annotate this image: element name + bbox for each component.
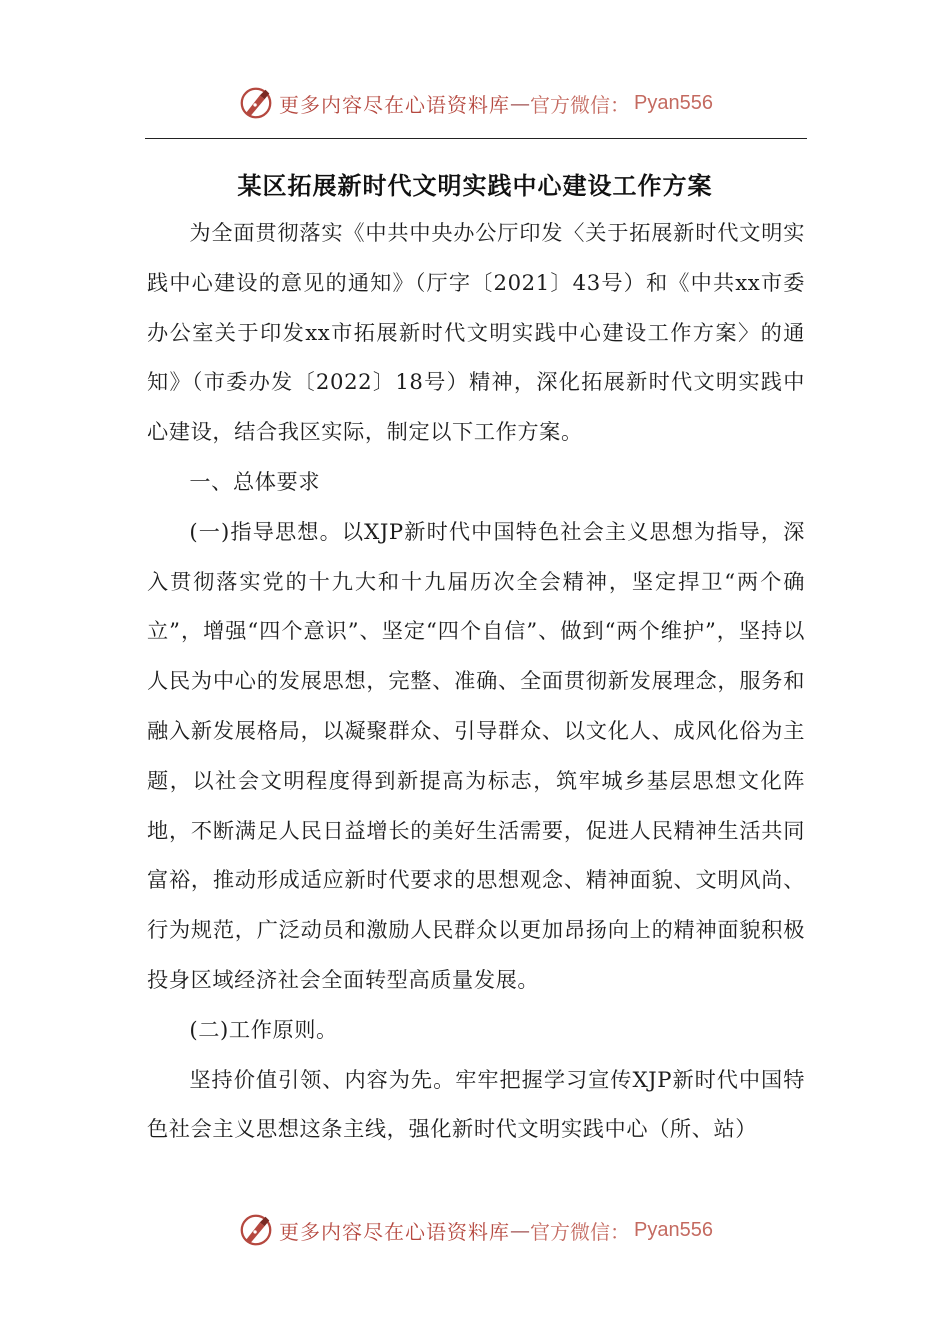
paragraph-intro: 为全面贯彻落实《中共中央办公厅印发〈关于拓展新时代文明实践中心建设的意见的通知》（厅字〔2021〕43号）和《中共xx市委办公室关于印发xx市拓展新时代文明实践中心建设工作方案〉的通知》（市委办发〔2022〕18号）精神，深化拓展新时代文明实践中心建设，结合我区实际，制定以下工作方案。 — [147, 220, 805, 445]
header-banner — [0, 83, 950, 123]
section-heading-general-requirements: 一、总体要求 — [189, 468, 321, 494]
subsection-heading-work-principles: (二)工作原则。 — [189, 1016, 338, 1042]
header-divider — [145, 138, 807, 139]
footer-banner — [0, 1210, 950, 1250]
banner-text: 更多内容尽在心语资料库 — [279, 92, 511, 117]
banner-text: 更多内容尽在心语资料库 — [279, 1219, 511, 1244]
paragraph-guiding-ideology: (一)指导思想。以XJP新时代中国特色社会主义思想为指导，深入贯彻落实党的十九大和十九届历次全会精神，坚定捍卫“两个确立”，增强“四个意识”、坚定“四个自信”、做到“两个维护”，坚持以人民为中心的发展思想，完整、准确、全面贯彻新发展理念，服务和融入新发展格局，以凝聚群众、引导群众、以文化人、成风化俗为主题，以社会文明程度得到新提高为标志，筑牢城乡基层思想文化阵地，不断满足人民日益增长的美好生活需要，促进人民精神生活共同富裕，推动形成适应新时代要求的思想观念、精神面貌、文明风尚、行为规范，广泛动员和激励人民群众以更加昂扬向上的精神面貌积极投身区域经济社会全面转型高质量发展。 — [147, 518, 805, 992]
document-title: 某区拓展新时代文明实践中心建设工作方案 — [237, 171, 713, 200]
banner-separator: — — [510, 1218, 531, 1242]
paragraph-value-guidance: 坚持价值引领、内容为先。牢牢把握学习宣传XJP新时代中国特色社会主义思想这条主线，强化新时代文明实践中心（所、站） — [147, 1066, 805, 1142]
pen-nib-circle-icon — [237, 84, 275, 122]
pen-nib-circle-icon — [237, 1211, 275, 1249]
banner-wechat-id: Pyan556 — [634, 91, 713, 114]
document-body — [147, 208, 805, 1154]
banner-wechat-label: 官方微信： — [530, 92, 631, 117]
banner-separator: — — [510, 91, 531, 115]
banner-wechat-id: Pyan556 — [634, 1218, 713, 1241]
banner-wechat-label: 官方微信： — [530, 1219, 631, 1244]
